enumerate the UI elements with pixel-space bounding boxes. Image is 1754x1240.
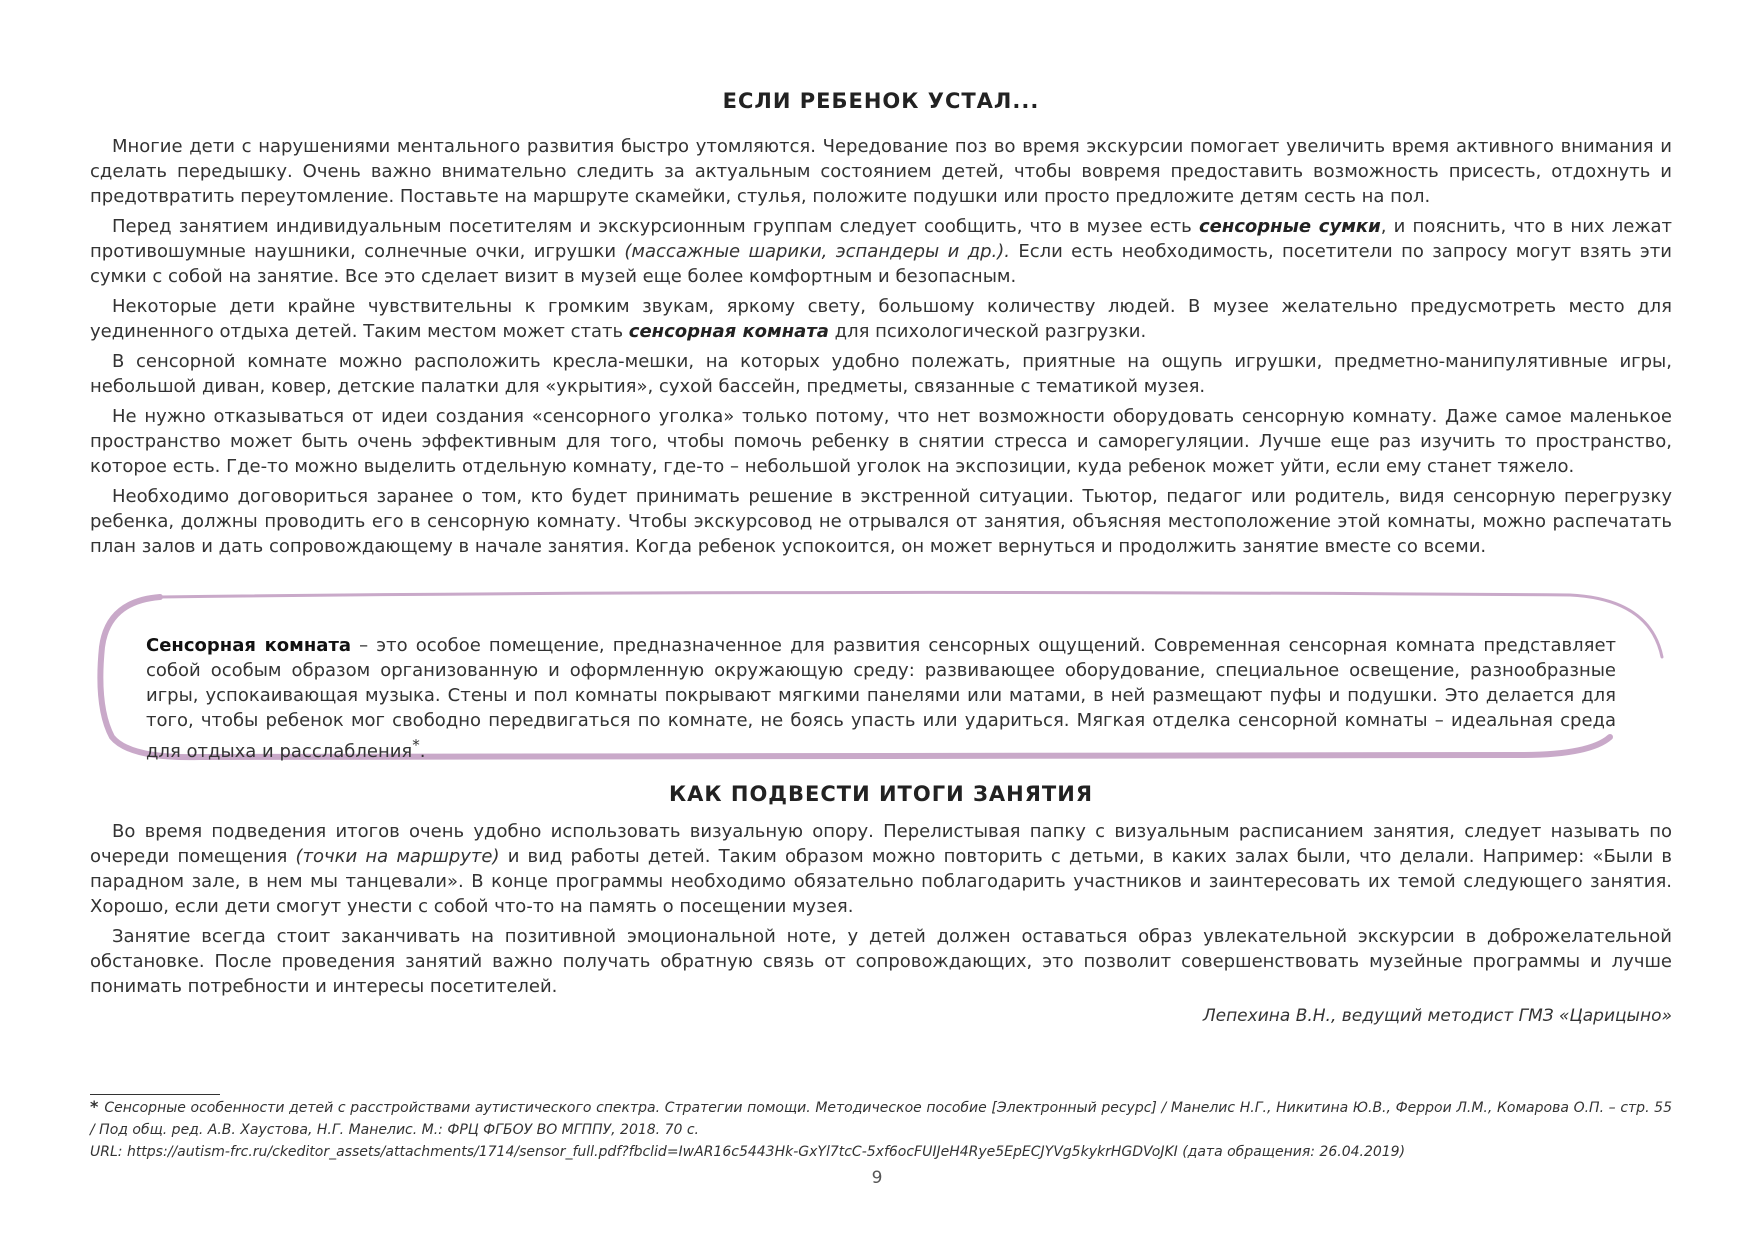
paragraph: Занятие всегда стоит заканчивать на позитивной эмоциональной ноте, у детей должен оставаться образ увлекательной экскурсии в доброжелательной обстановке. После проведения занятий важно получать обратную связь от сопровождающих, это позволит совершенствовать музейные программы и лучше понимать потребности и интересы посетителей. [90, 926, 1672, 997]
text-run: и вид работы детей. Таким образом можно повторить с детьми, в каких залах были, что делали. Например: «Были в парадном зале, в нем мы танцевали». В конце программы необходимо обязательно поблагодарить участников и заинтересовать их темой следующего занятия. Хорошо, если дети смогут унести с собой что-то на память о посещении музея. [90, 846, 1672, 917]
footnote-mark: * [412, 736, 420, 754]
italic-text: (массажные шарики, эспандеры и др.). [624, 241, 1010, 262]
author-signature: Лепехина В.Н., ведущий методист ГМЗ «Царицыно» [1202, 1006, 1672, 1026]
paragraph [90, 819, 1672, 919]
emphasis-term: сенсорная комната [628, 321, 829, 342]
footnote-rule [90, 1094, 220, 1095]
text-run: , и пояснить, что в них лежат противошумные наушники, солнечные очки, игрушки [90, 216, 1672, 262]
paragraph: Необходимо договориться заранее о том, кто будет принимать решение в экстренной ситуации. Тьютор, педагог или родитель, видя сенсорную перегрузку ребенка, должны проводить его в сенсорную комнату. Чтобы экскурсовод не отрывался от занятия, объясняя местоположение этой комнаты, можно распечатать план залов и дать сопровождающему в начале занятия. Когда ребенок успокоится, он может вернуться и продолжить занятие вместе со всеми. [90, 486, 1672, 557]
definition-callout [90, 587, 1672, 767]
paragraph: В сенсорной комнате можно расположить кресла-мешки, на которых удобно полежать, приятные на ощупь игрушки, предметно-манипулятивные игры, небольшой диван, ковер, детские палатки для «укрытия», сухой бассейн, предметы, связанные с тематикой музея. [90, 351, 1672, 397]
footnote [90, 1096, 1672, 1163]
page-content [90, 86, 1672, 1028]
paragraph [90, 294, 1672, 344]
section-title: ЕСЛИ РЕБЕНОК УСТАЛ... [722, 89, 1040, 113]
footnote-url[interactable]: URL: https://autism-frc.ru/ckeditor_assets/attachments/1714/sensor_full.pdf?fbclid=IwAR16c5443Hk-GxYl7tcC-5xf6ocFUIJeH4Rye5EpECJYVg5kykrHGDVoJKI (дата обращения: 26.04.2019) [90, 1144, 1406, 1160]
section-child-tired [90, 86, 1672, 559]
callout-text [146, 633, 1616, 764]
callout-end: . [419, 741, 426, 762]
section-summary [90, 779, 1672, 1028]
text-run: Некоторые дети крайне чувствительны к громким звукам, яркому свету, большому количеству людей. В музее желательно предусмотреть место для уединенного отдыха детей. Таким местом может стать [90, 296, 1672, 342]
section-title: КАК ПОДВЕСТИ ИТОГИ ЗАНЯТИЯ [668, 782, 1093, 806]
callout-term: Сенсорная комната [146, 635, 352, 656]
text-run: для психологической разгрузки. [828, 321, 1147, 342]
footnote-star: * [90, 1097, 99, 1116]
text-run: Перед занятием индивидуальным посетителям и экскурсионным группам следует сообщить, что в музее есть [112, 216, 1199, 237]
paragraph [90, 214, 1672, 289]
italic-text: (точки на маршруте) [295, 846, 500, 867]
callout-definition: – это особое помещение, предназначенное для развития сенсорных ощущений. Современная сенсорная комната представляет собой особым образом организованную и оформленную окружающую среду: развивающее оборудование, специальное освещение, разнообразные игры, успокаивающая музыка. Стены и пол комнаты покрывают мягкими панелями или матами, в ней размещают пуфы и подушки. Это делается для того, чтобы ребенок мог свободно передвигаться по комнате, не боясь упасть или удариться. Мягкая отделка сенсорной комнаты – идеальная среда для отдыха и расслабления [146, 635, 1616, 762]
paragraph: Не нужно отказываться от идеи создания «сенсорного уголка» только потому, что нет возможности оборудовать сенсорную комнату. Даже самое маленькое пространство может быть очень эффективным для того, чтобы помочь ребенку в снятии стресса и саморегуляции. Лучше еще раз изучить то пространство, которое есть. Где-то можно выделить отдельную комнату, где-то – небольшой уголок на экспозиции, куда ребенок может уйти, если ему станет тяжело. [90, 406, 1672, 477]
text-run: Если есть необходимость, посетители по запросу могут взять эти сумки с собой на занятие. Все это сделает визит в музей еще более комфортным и безопасным. [90, 241, 1672, 287]
emphasis-term: сенсорные сумки [1198, 216, 1381, 237]
text-run: Во время подведения итогов очень удобно использовать визуальную опору. Перелистывая папку с визуальным расписанием занятия, следует называть по очереди помещения [90, 821, 1672, 867]
paragraph: Многие дети с нарушениями ментального развития быстро утомляются. Чередование поз во время экскурсии помогает увеличить время активного внимания и сделать передышку. Очень важно внимательно следить за актуальным состоянием детей, чтобы вовремя предоставить возможность присесть, отдохнуть и предотвратить переутомление. Поставьте на маршруте скамейки, стулья, положите подушки или просто предложите детям сесть на пол. [90, 136, 1672, 207]
footnote-text: Сенсорные особенности детей с расстройствами аутистического спектра. Стратегии помощи. Методическое пособие [Электронный ресурс] / Манелис Н.Г., Никитина Ю.В., Феррои Л.М., Комарова О.П. – стр. 55 / Под общ. ред. А.В. Хаустова, Н.Г. Манелис. М.: ФРЦ ФГБОУ ВО МГППУ, 2018. 70 с. [90, 1100, 1672, 1138]
page-number: 9 [871, 1168, 883, 1188]
